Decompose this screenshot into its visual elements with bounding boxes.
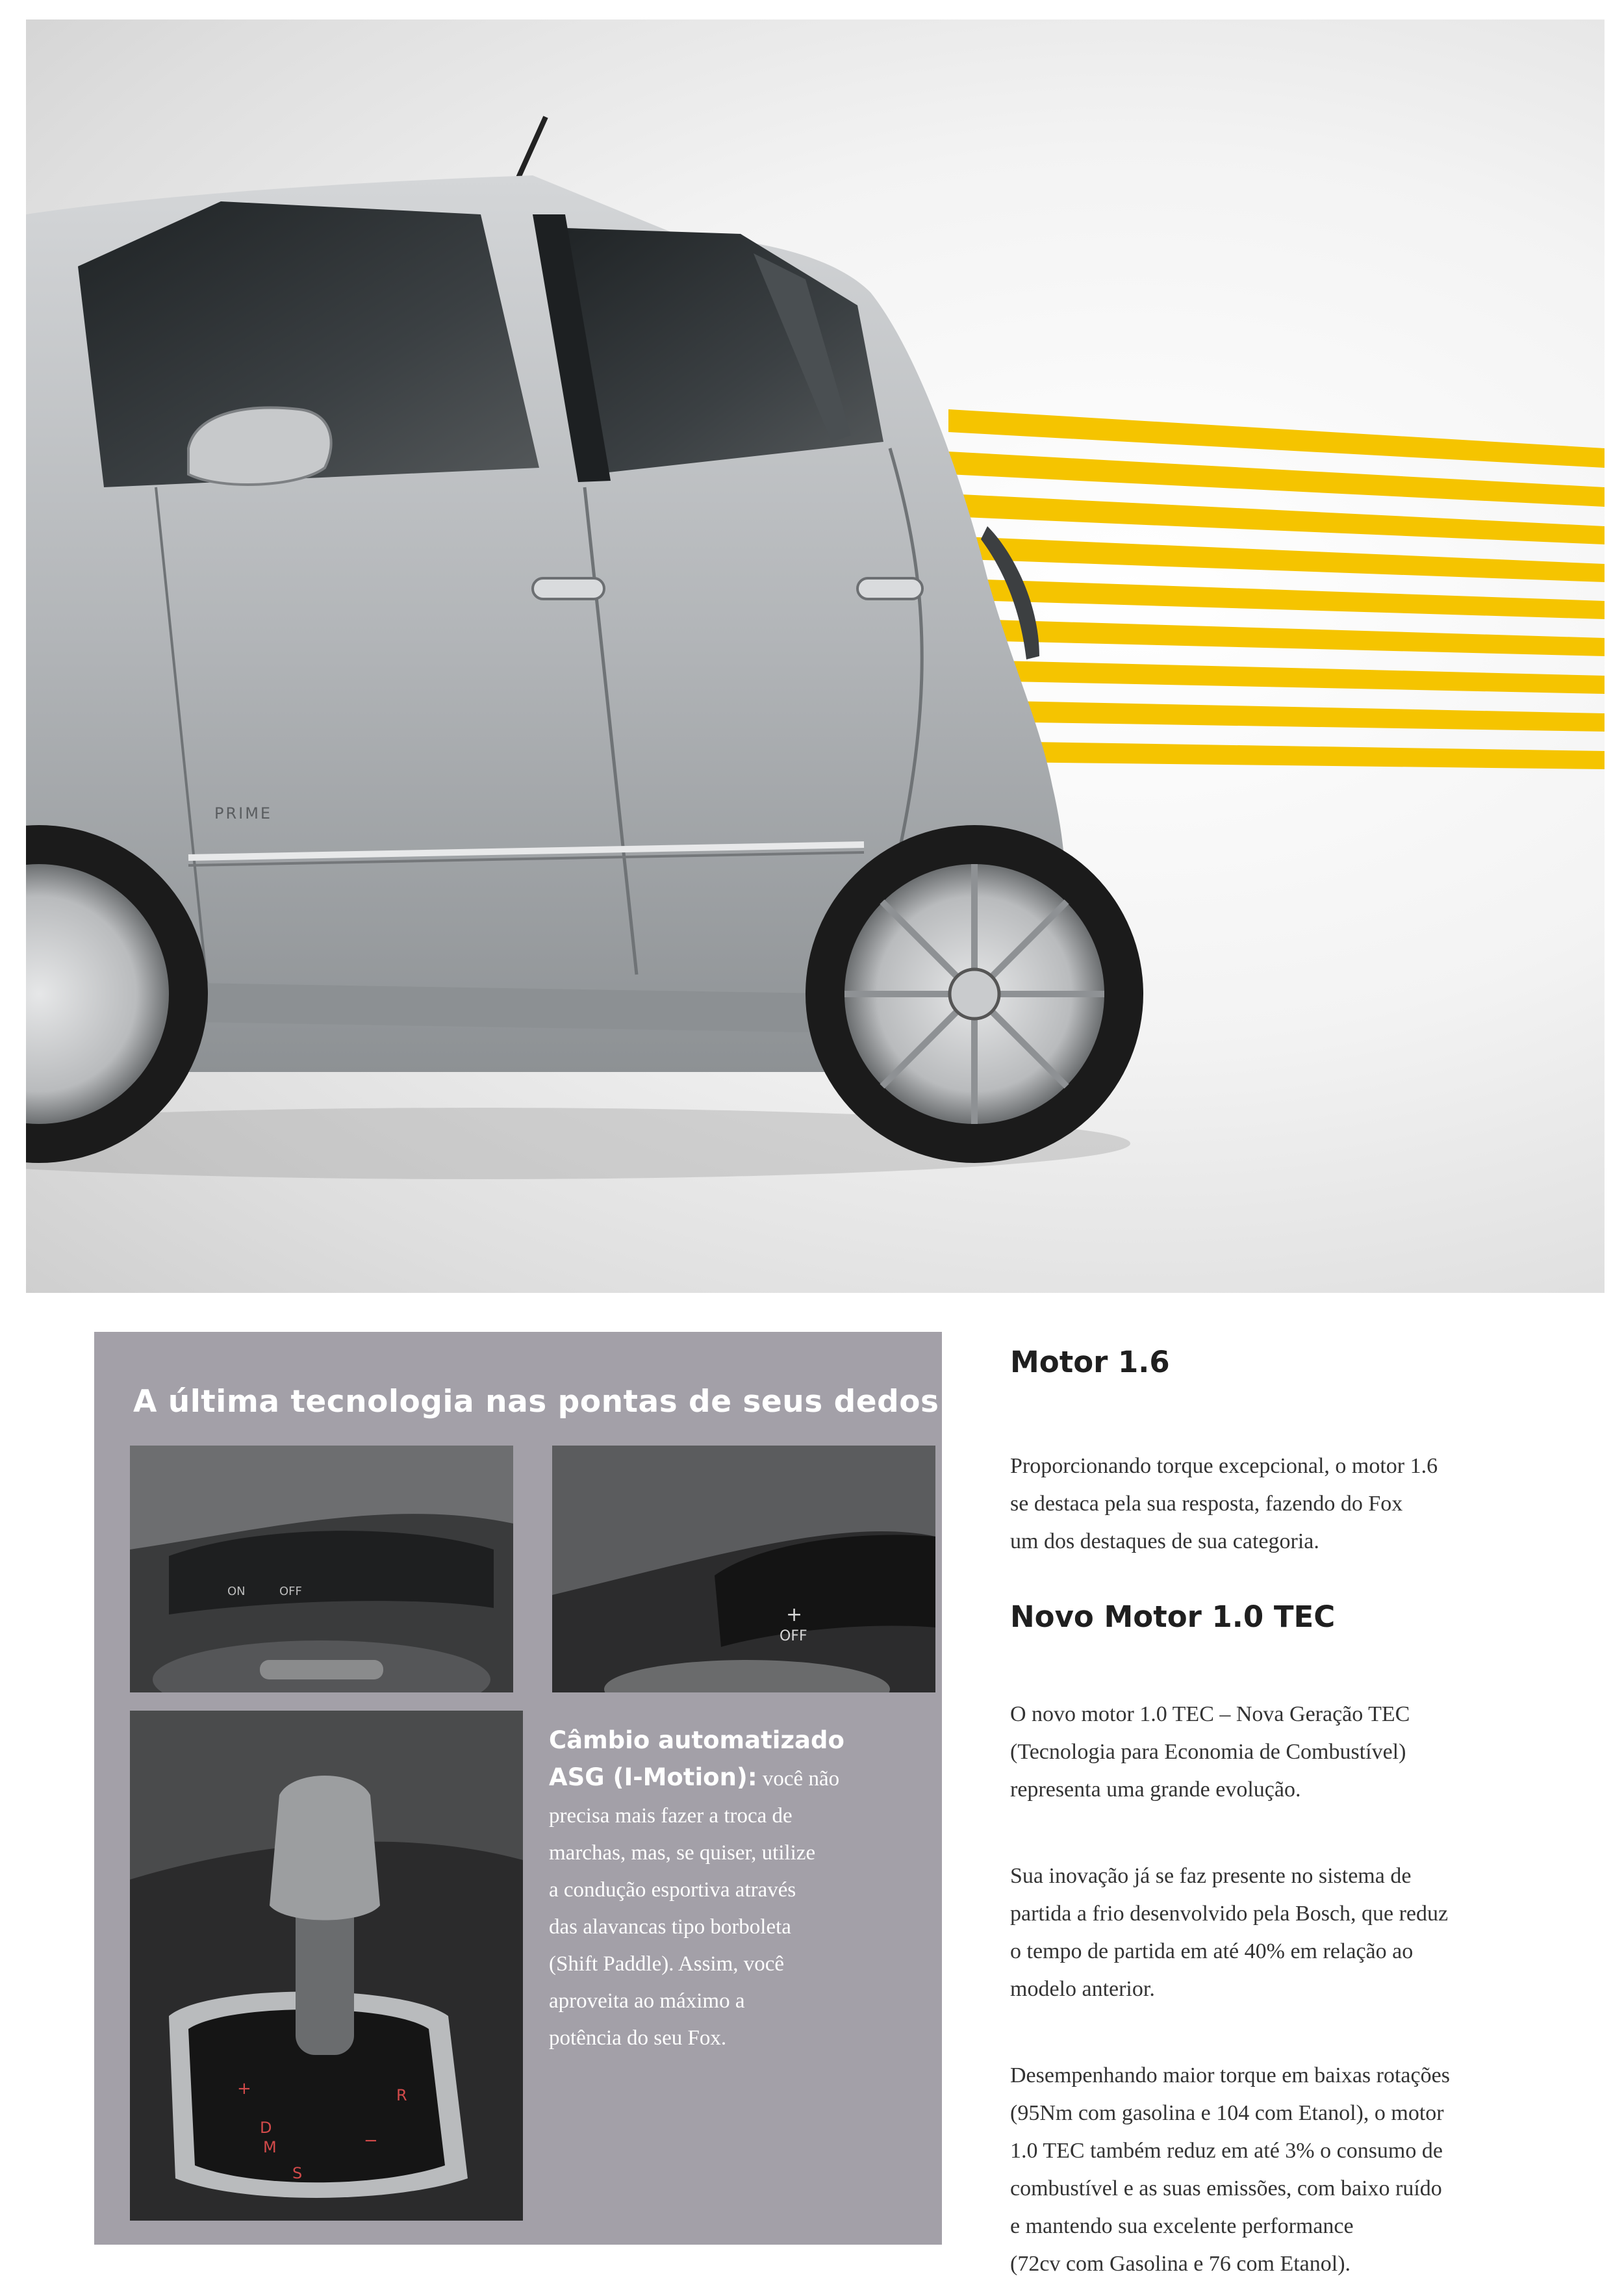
off-label: OFF (279, 1585, 302, 1598)
on-label: ON (227, 1585, 246, 1598)
gear-d: D (260, 2119, 272, 2137)
asg-feature-text (549, 1722, 913, 2057)
svg-text:OFF: OFF (780, 1628, 807, 1644)
steering-stalk-photo (130, 1446, 513, 1692)
motor-10-line: representa uma grande evolução. (1010, 1778, 1301, 1802)
engine-column (1010, 1338, 1582, 2283)
motor-10-line: 1.0 TEC também reduz em até 3% o consumo de (1010, 2139, 1443, 2163)
motor-16-line: se destaca pela sua resposta, fazendo do Fox (1010, 1492, 1403, 1516)
feature-line: das alavancas tipo borboleta (549, 1915, 791, 1939)
motor-16-line: Proporcionando torque excepcional, o motor 1.6 (1010, 1454, 1438, 1478)
motor-10-line: (Tecnologia para Economia de Combustível) (1010, 1740, 1406, 1764)
feature-line: aproveita ao máximo a (549, 1989, 745, 2013)
motor-16-line: um dos destaques de sua categoria. (1010, 1529, 1319, 1553)
hero-photo (26, 19, 1605, 1293)
gear-m: M (263, 2138, 277, 2156)
motor-10-line: Sua inovação já se faz presente no sistema de (1010, 1864, 1412, 1888)
motor-10-line: partida a frio desenvolvido pela Bosch, que reduz (1010, 1902, 1449, 1926)
feature-heading-1: Câmbio automatizado (549, 1726, 844, 1754)
feature-line: você não (762, 1767, 840, 1791)
yellow-stripes (948, 409, 1605, 769)
motor-10-line: Desempenhando maior torque em baixas rotações (1010, 2063, 1450, 2087)
feature-line: a condução esportiva através (549, 1878, 796, 1902)
car-illustration (26, 19, 1605, 1293)
motor-10-heading: Novo Motor 1.0 TEC (1010, 1600, 1336, 1634)
motor-10-line: O novo motor 1.0 TEC – Nova Geração TEC (1010, 1702, 1410, 1726)
gear-s: S (292, 2164, 303, 2182)
motor-10-line: modelo anterior. (1010, 1977, 1155, 2001)
feature-line: precisa mais fazer a troca de (549, 1804, 793, 1828)
prime-badge: PRIME (214, 804, 273, 823)
motor-10-line: combustível e as suas emissões, com baixo ruído (1010, 2176, 1442, 2200)
motor-10-line: o tempo de partida em até 40% em relação ao (1010, 1939, 1414, 1963)
gear-minus: − (364, 2131, 378, 2150)
rear-wheel (806, 825, 1143, 1163)
shift-paddle-photo (552, 1446, 935, 1692)
gear-lever-photo (130, 1711, 523, 2221)
feature-line: potência do seu Fox. (549, 2026, 727, 2050)
motor-10-line: (95Nm com gasolina e 104 com Etanol), o motor (1010, 2101, 1444, 2125)
panel-title: A última tecnologia nas pontas de seus dedos. (133, 1384, 951, 1420)
feature-line: marchas, mas, se quiser, utilize (549, 1841, 816, 1865)
motor-16-heading: Motor 1.6 (1010, 1345, 1170, 1379)
feature-line: (Shift Paddle). Assim, você (549, 1952, 785, 1976)
plus-off-label: + (786, 1603, 803, 1626)
motor-10-line: e mantendo sua excelente performance (1010, 2214, 1354, 2238)
gear-plus: + (237, 2079, 251, 2098)
gear-r: R (396, 2086, 407, 2104)
feature-heading-2: ASG (I-Motion): (549, 1763, 757, 1791)
feature-panel (94, 1332, 951, 2245)
motor-10-line: (72cv com Gasolina e 76 com Etanol). (1010, 2252, 1351, 2276)
